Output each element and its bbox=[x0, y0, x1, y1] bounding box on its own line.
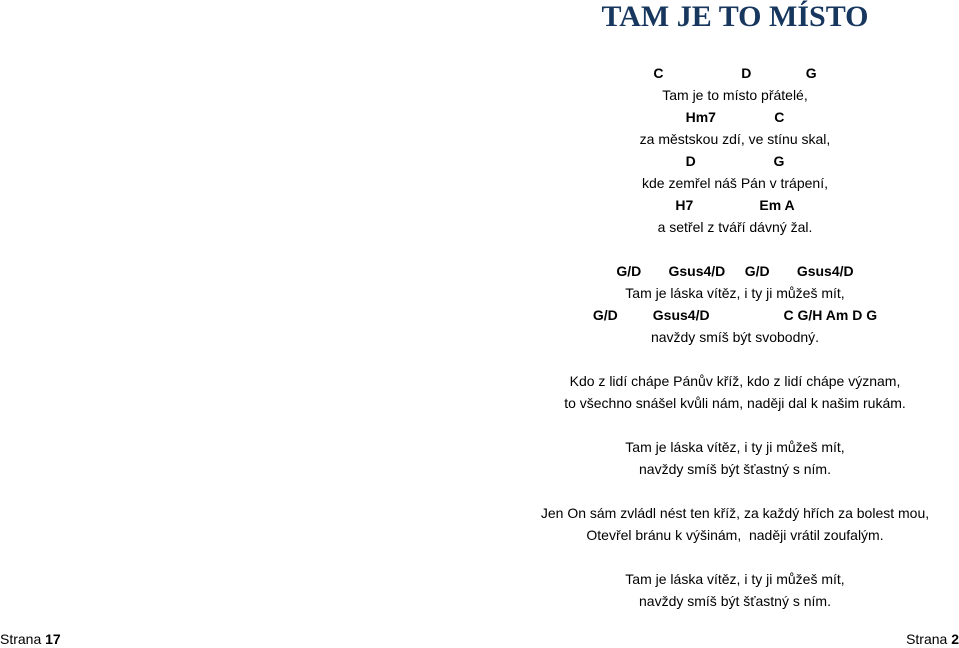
lyric-line: Tam je láska vítěz, i ty ji můžeš mít, bbox=[625, 285, 845, 301]
lyric-line: navždy smíš být šťastný s ním. bbox=[639, 461, 831, 477]
chord-line: G/D Gsus4/D C G/H Am D G bbox=[592, 307, 878, 323]
lyric-line: a setřel z tváří dávný žal. bbox=[657, 219, 813, 235]
chorus-1 bbox=[510, 260, 959, 348]
chorus-2 bbox=[510, 436, 959, 480]
page-number-left bbox=[0, 630, 61, 648]
lyric-line: Tam je to místo přátelé, bbox=[662, 87, 808, 103]
lyric-line: navždy smíš být šťastný s ním. bbox=[639, 593, 831, 609]
verse-1 bbox=[510, 62, 959, 238]
verse-3 bbox=[510, 502, 959, 546]
chord-line: C D G bbox=[653, 65, 817, 81]
lyric-line: Tam je láska vítěz, i ty ji můžeš mít, bbox=[625, 571, 845, 587]
lyric-line: kde zemřel náš Pán v trápení, bbox=[642, 175, 828, 191]
lyric-line: za městskou zdí, ve stínu skal, bbox=[639, 131, 831, 147]
verse-2 bbox=[510, 370, 959, 414]
chorus-3 bbox=[510, 568, 959, 612]
stanza-gap bbox=[510, 348, 959, 370]
lyric-line: to všechno snášel kvůli nám, naději dal k našim rukám. bbox=[564, 395, 906, 411]
stanza-gap bbox=[510, 480, 959, 502]
chord-line: H7 Em A bbox=[675, 197, 795, 213]
lyric-line: navždy smíš být svobodný. bbox=[650, 329, 820, 345]
chord-line: G/D Gsus4/D G/D Gsus4/D bbox=[616, 263, 854, 279]
page-number-right bbox=[906, 630, 959, 648]
lyric-line: Tam je láska vítěz, i ty ji můžeš mít, bbox=[625, 439, 845, 455]
song-body bbox=[510, 62, 959, 612]
page-number: 17 bbox=[45, 631, 61, 647]
stanza-gap bbox=[510, 546, 959, 568]
song-title: TAM JE TO MÍSTO bbox=[601, 0, 869, 33]
lyric-line: Kdo z lidí chápe Pánův kříž, kdo z lidí chápe význam, bbox=[569, 373, 901, 389]
stanza-gap bbox=[510, 414, 959, 436]
lyric-line: Jen On sám zvládl nést ten kříž, za každý hřích za bolest mou, bbox=[540, 505, 930, 521]
page-label: Strana bbox=[906, 631, 948, 647]
chord-line: Hm7 C bbox=[685, 109, 785, 125]
page-label: Strana bbox=[0, 631, 42, 647]
page-number: 2 bbox=[951, 631, 959, 647]
stanza-gap bbox=[510, 238, 959, 260]
lyric-line: Otevřel bránu k výšinám, naději vrátil zoufalým. bbox=[586, 527, 884, 543]
chord-line: D G bbox=[685, 153, 785, 169]
